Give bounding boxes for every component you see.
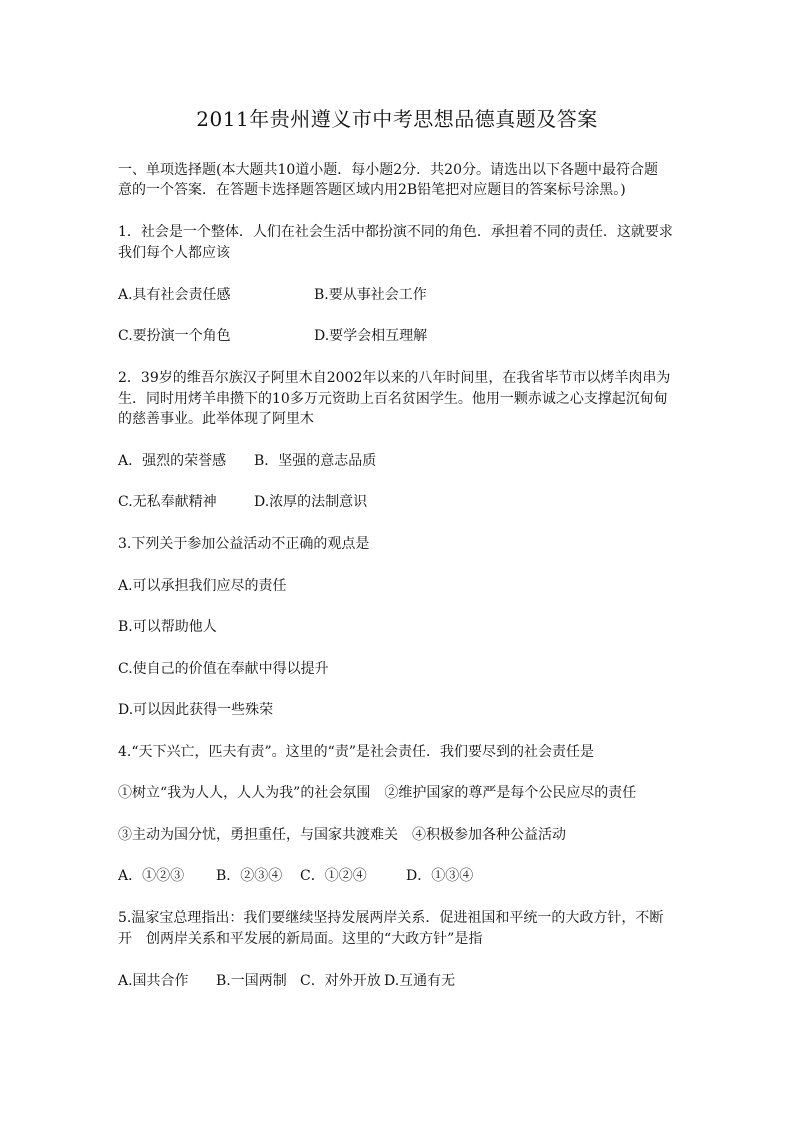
q3-stem-line-1: 3.下列关于参加公益活动不正确的观点是 xyxy=(118,536,370,552)
q3-option-c: C.使自己的价值在奉献中得以提升 xyxy=(118,661,329,677)
q2-option-c: C.无私奉献精神 xyxy=(118,494,217,510)
q3-option-a: A.可以承担我们应尽的责任 xyxy=(118,578,287,594)
section-header-line-2: 意的一个答案．在答题卡选择题答题区域内用2B铅笔把对应题目的答案标号涂黑。) xyxy=(118,182,626,198)
q2-options-row-2 xyxy=(118,492,678,512)
q1-option-a: A.具有社会责任感 xyxy=(118,287,231,303)
q2-stem-line-2: 生．同时用烤羊串攒下的10多万元资助上百名贫困学生。他用一颗赤诚之心支撑起沉甸甸 xyxy=(118,391,668,407)
q1-option-b: B.要从事社会工作 xyxy=(314,287,427,303)
q2-option-a: A．强烈的荣誉感 xyxy=(118,453,227,469)
q1-options-row-2 xyxy=(118,326,678,346)
q1-stem-line-1: 1．社会是一个整体．人们在社会生活中都扮演不同的角色．承担着不同的责任．这就要求 xyxy=(118,224,673,240)
q2-option-d: D.浓厚的法制意识 xyxy=(254,494,368,510)
q4-option-a: A．①②③ xyxy=(118,868,185,884)
q4-option-d: D．①③④ xyxy=(406,868,474,884)
q1-options-row-1 xyxy=(118,285,678,305)
q1-option-d: D.要学会相互理解 xyxy=(314,328,428,344)
q4-stem-line-1: 4.“天下兴亡，匹夫有责”。这里的“责”是社会责任．我们要尽到的社会责任是 xyxy=(118,744,594,760)
q3-option-b: B.可以帮助他人 xyxy=(118,619,217,635)
q2-option-b: B．坚强的意志品质 xyxy=(254,453,377,469)
section-header-line-1: 一、单项选择题(本大题共10道小题．每小题2分．共20分。请选出以下各题中最符合题 xyxy=(118,162,658,178)
q5-option-a: A.国共合作 xyxy=(118,973,189,989)
q5-option-c: C．对外开放 xyxy=(300,973,381,989)
q5-stem-line-1: 5.温家宝总理指出：我们要继续坚持发展两岸关系．促进祖国和平统一的大政方针，不断 xyxy=(118,910,664,926)
q1-stem-line-2: 我们每个人都应该 xyxy=(118,245,230,261)
q4-stem-line-3: ③主动为国分忧，勇担重任，与国家共渡难关 ④积极参加各种公益活动 xyxy=(118,827,566,843)
q5-option-b: B.一国两制 xyxy=(216,973,287,989)
q5-options-row xyxy=(118,971,678,991)
q2-stem-line-1: 2．39岁的维吾尔族汉子阿里木自2002年以来的八年时间里，在我省毕节市以烤羊肉串为 xyxy=(118,370,671,386)
page-title: 2011年贵州遵义市中考思想品德真题及答案 xyxy=(196,107,598,131)
q1-option-c: C.要扮演一个角色 xyxy=(118,328,231,344)
q2-stem-line-3: 的慈善事业。此举体现了阿里木 xyxy=(118,411,314,427)
q5-option-d: D.互通有无 xyxy=(384,973,456,989)
q2-options-row-1 xyxy=(118,451,678,471)
q4-option-c: C．①②④ xyxy=(300,868,367,884)
q5-stem-line-2: 开 创两岸关系和平发展的新局面。这里的“大政方针”是指 xyxy=(118,931,483,947)
q4-stem-line-2: ①树立“我为人人，人人为我”的社会氛围 ②维护国家的尊严是每个公民应尽的责任 xyxy=(118,785,637,801)
q4-options-row xyxy=(118,866,678,886)
q3-option-d: D.可以因此获得一些殊荣 xyxy=(118,702,274,718)
q4-option-b: B．②③④ xyxy=(216,868,283,884)
